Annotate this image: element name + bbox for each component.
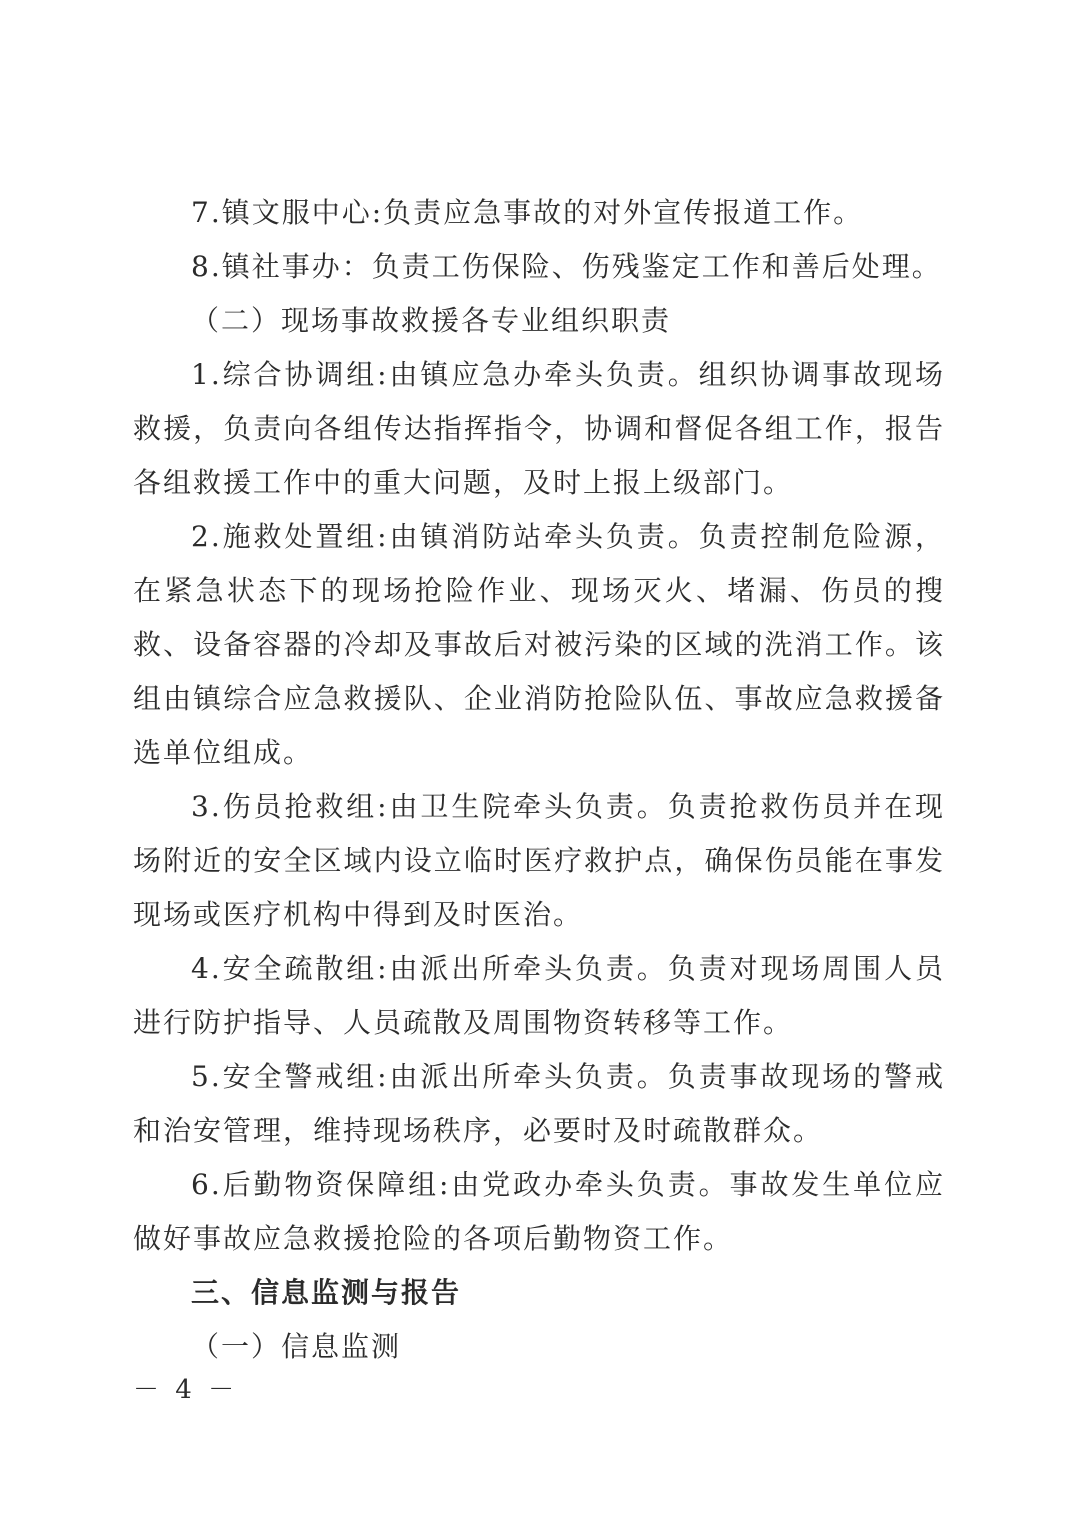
paragraph-evacuation-group: 4.安全疏散组:由派出所牵头负责。负责对现场周围人员进行防护指导、人员疏散及周围物资转移等工作。 — [133, 952, 945, 1039]
paragraph-culture-service-center: 7.镇文服中心:负责应急事故的对外宣传报道工作。 — [191, 196, 864, 229]
paragraph-rescue-disposal-group: 2.施救处置组:由镇消防站牵头负责。负责控制危险源，在紧急状态下的现场抢险作业、现场灭火、堵漏、伤员的搜救、设备容器的冷却及事故后对被污染的区域的洗消工作。该组由镇综合应急救援队、企业消防抢险队伍、事故应急救援备选单位组成。 — [133, 520, 945, 769]
paragraph-security-cordon-group: 5.安全警戒组:由派出所牵头负责。负责事故现场的警戒和治安管理，维持现场秩序，必要时及时疏散群众。 — [133, 1060, 945, 1147]
page-number: － 4 － — [133, 1375, 239, 1405]
paragraph-social-affairs-office: 8.镇社事办：负责工伤保险、伤残鉴定工作和善后处理。 — [191, 250, 942, 283]
section-heading-rescue-groups: （二）现场事故救援各专业组织职责 — [191, 304, 672, 337]
paragraph-medical-rescue-group: 3.伤员抢救组:由卫生院牵头负责。负责抢救伤员并在现场附近的安全区域内设立临时医疗救护点，确保伤员能在事发现场或医疗机构中得到及时医治。 — [133, 790, 945, 931]
paragraph-logistics-group: 6.后勤物资保障组:由党政办牵头负责。事故发生单位应做好事故应急救援抢险的各项后勤物资工作。 — [133, 1168, 945, 1255]
paragraph-coordination-group: 1.综合协调组:由镇应急办牵头负责。组织协调事故现场救援，负责向各组传达指挥指令，协调和督促各组工作，报告各组救援工作中的重大问题，及时上报上级部门。 — [133, 358, 945, 499]
document-body — [133, 186, 945, 1374]
sub-heading-information-monitoring: （一）信息监测 — [191, 1330, 402, 1363]
section-heading-information-monitoring: 三、信息监测与报告 — [191, 1276, 462, 1309]
